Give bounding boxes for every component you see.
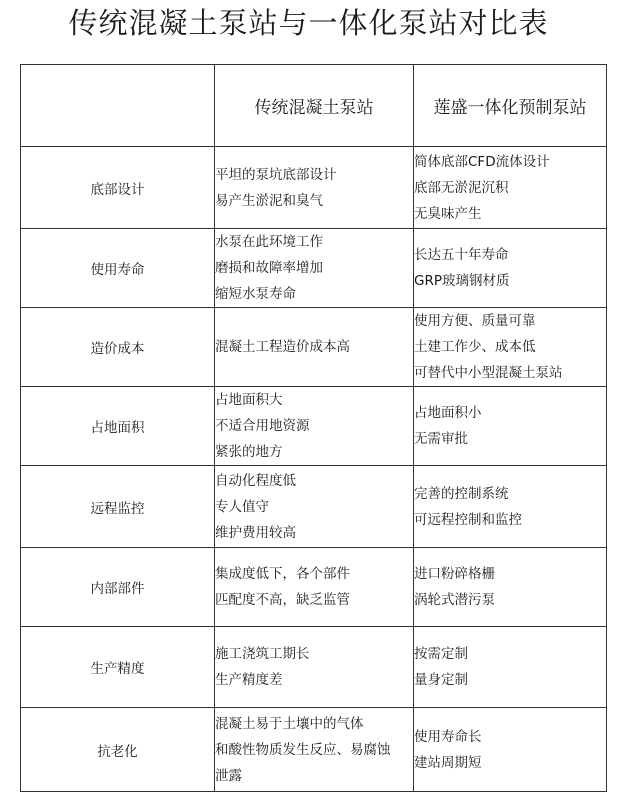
table-row <box>21 308 607 387</box>
cell-traditional <box>215 708 414 792</box>
cell-line: 占地面积小 <box>414 405 482 421</box>
cell-line: 混凝土工程造价成本高 <box>215 339 350 355</box>
cell-line: 使用方便、质量可靠 <box>414 313 536 329</box>
table-row <box>21 548 607 627</box>
table-row <box>21 147 607 229</box>
cell-integrated <box>414 387 607 466</box>
table-row <box>21 229 607 308</box>
row-label: 抗老化 <box>21 708 215 792</box>
cell-traditional <box>215 466 414 548</box>
cell-integrated <box>414 229 607 308</box>
row-label: 远程监控 <box>21 466 215 548</box>
cell-integrated <box>414 308 607 387</box>
cell-line: 易产生淤泥和臭气 <box>215 192 323 209</box>
cell-line: 专人值守 <box>215 498 269 515</box>
cell-line: 施工浇筑工期长 <box>215 646 310 662</box>
cell-line: 土建工作少、成本低 <box>414 339 536 355</box>
row-label: 底部设计 <box>21 147 215 229</box>
cell-integrated <box>414 708 607 792</box>
cell-line: GRP玻璃钢材质 <box>414 273 510 289</box>
table-header-row <box>21 65 607 147</box>
cell-line: 水泵在此环境工作 <box>215 234 323 250</box>
cell-integrated <box>414 147 607 229</box>
cell-traditional <box>215 627 414 708</box>
cell-traditional <box>215 229 414 308</box>
cell-line: 和酸性物质发生反应、易腐蚀 <box>215 741 391 758</box>
header-traditional: 传统混凝土泵站 <box>215 65 414 147</box>
cell-traditional <box>215 147 414 229</box>
cell-integrated <box>414 466 607 548</box>
cell-line: 完善的控制系统 <box>414 485 509 502</box>
row-label: 生产精度 <box>21 627 215 708</box>
cell-line: 进口粉碎格栅 <box>414 566 495 582</box>
cell-traditional <box>215 548 414 627</box>
cell-line: 平坦的泵坑底部设计 <box>215 166 337 183</box>
header-empty <box>21 65 215 147</box>
cell-line: 涡轮式潜污泵 <box>414 592 495 608</box>
cell-line: 无臭味产生 <box>414 205 482 222</box>
cell-line: 可替代中小型混凝土泵站 <box>414 365 563 381</box>
table-body <box>21 147 607 792</box>
cell-line: 紧张的地方 <box>215 444 283 460</box>
table-row <box>21 708 607 792</box>
cell-line: 缩短水泵寿命 <box>215 286 296 302</box>
header-integrated: 莲盛一体化预制泵站 <box>414 65 607 147</box>
cell-line: 泄露 <box>215 767 242 784</box>
comparison-table <box>20 64 607 792</box>
cell-line: 磨损和故障率增加 <box>215 260 323 276</box>
cell-line: 占地面积大 <box>215 392 283 408</box>
cell-line: 长达五十年寿命 <box>414 247 509 263</box>
cell-line: 集成度低下，各个部件 <box>215 566 350 582</box>
cell-line: 不适合用地资源 <box>215 418 310 434</box>
cell-line: 可远程控制和监控 <box>414 511 522 528</box>
cell-traditional <box>215 387 414 466</box>
cell-traditional <box>215 308 414 387</box>
cell-integrated <box>414 627 607 708</box>
table-row <box>21 627 607 708</box>
cell-line: 无需审批 <box>414 431 468 447</box>
cell-line: 底部无淤泥沉积 <box>414 179 509 196</box>
cell-line: 匹配度不高，缺乏监管 <box>215 592 350 608</box>
cell-line: 生产精度差 <box>215 672 283 688</box>
row-label: 内部部件 <box>21 548 215 627</box>
page-title: 传统混凝土泵站与一体化泵站对比表 <box>68 6 549 40</box>
cell-line: 维护费用较高 <box>215 524 296 541</box>
cell-line: 量身定制 <box>414 672 468 688</box>
row-label: 使用寿命 <box>21 229 215 308</box>
row-label: 造价成本 <box>21 308 215 387</box>
cell-line: 按需定制 <box>414 646 468 662</box>
cell-line: 简体底部CFD流体设计 <box>414 153 550 170</box>
cell-line: 自动化程度低 <box>215 472 296 489</box>
cell-integrated <box>414 548 607 627</box>
table-row <box>21 387 607 466</box>
cell-line: 建站周期短 <box>414 754 482 771</box>
row-label: 占地面积 <box>21 387 215 466</box>
table-row <box>21 466 607 548</box>
cell-line: 使用寿命长 <box>414 728 482 745</box>
cell-line: 混凝土易于土壤中的气体 <box>215 715 364 732</box>
